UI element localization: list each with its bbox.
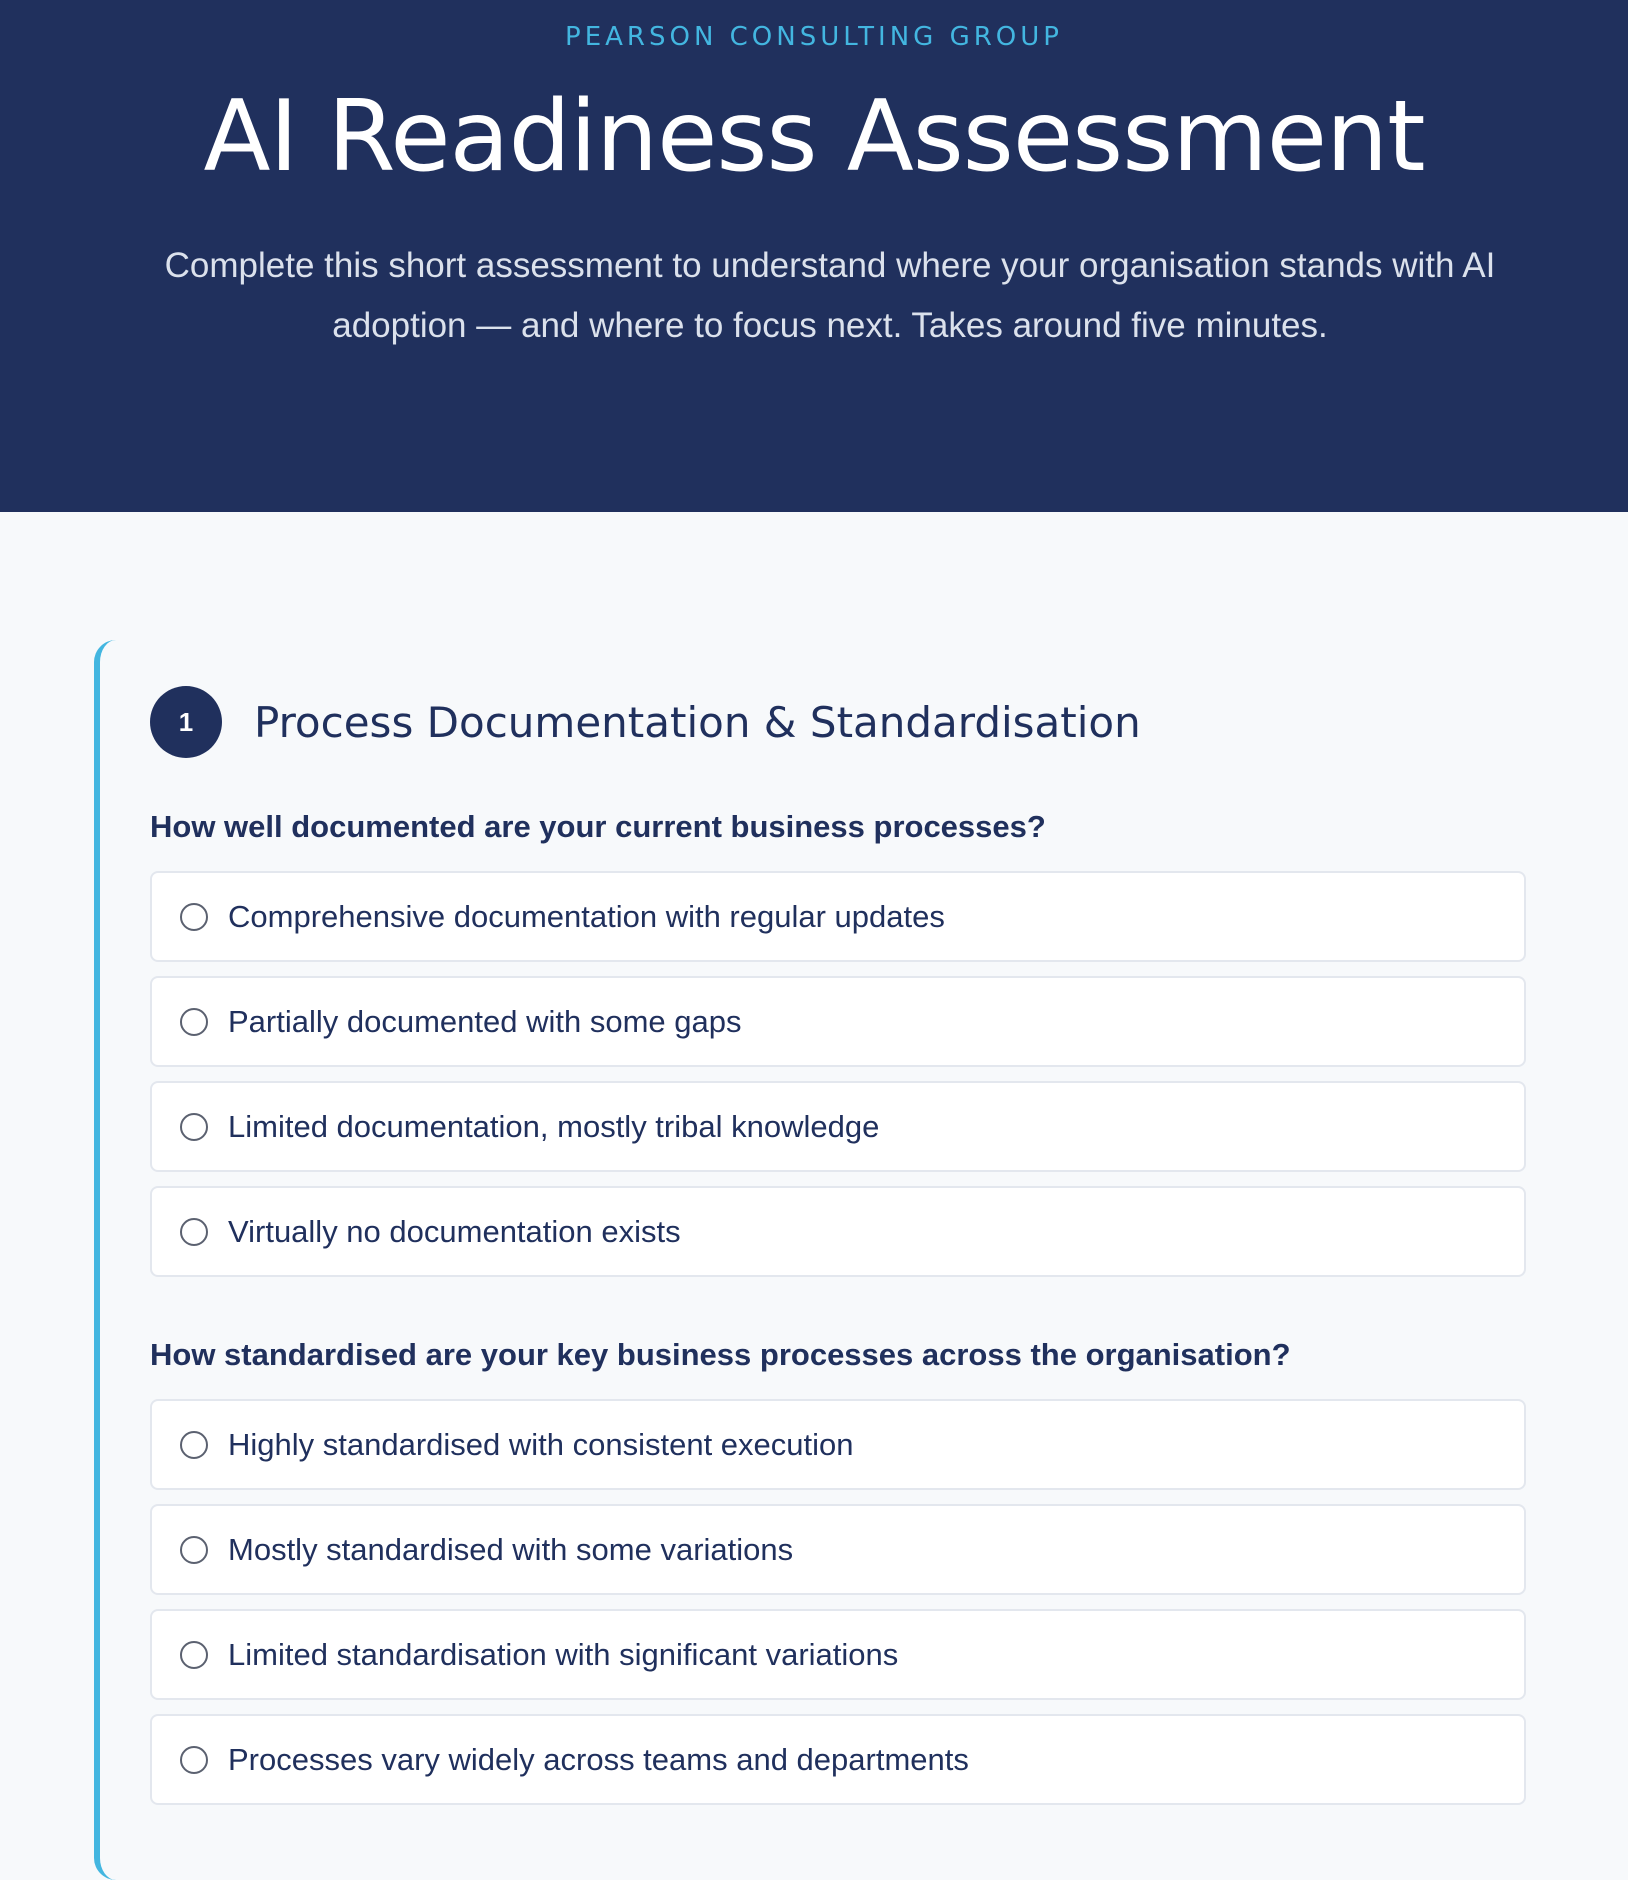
question-2-option[interactable]	[150, 1609, 1526, 1700]
question-1-text: How well documented are your current business processes?	[150, 809, 1046, 844]
option-label: Processes vary widely across teams and departments	[228, 1741, 969, 1777]
option-label: Virtually no documentation exists	[228, 1213, 681, 1249]
radio-button-icon[interactable]	[180, 1218, 208, 1246]
question-2-option[interactable]	[150, 1504, 1526, 1595]
radio-button-icon[interactable]	[180, 1008, 208, 1036]
radio-button-icon[interactable]	[180, 1746, 208, 1774]
option-label: Limited documentation, mostly tribal knowledge	[228, 1108, 880, 1144]
radio-button-icon[interactable]	[180, 1113, 208, 1141]
radio-button-icon[interactable]	[180, 903, 208, 931]
question-2-option[interactable]	[150, 1399, 1526, 1490]
question-1-options	[150, 871, 1526, 1291]
option-label: Comprehensive documentation with regular updates	[228, 898, 945, 934]
radio-button-icon[interactable]	[180, 1641, 208, 1669]
option-label: Limited standardisation with significant variations	[228, 1636, 899, 1672]
brand-name: PEARSON CONSULTING GROUP	[565, 22, 1063, 52]
option-label: Mostly standardised with some variations	[228, 1531, 794, 1567]
page-title: AI Readiness Assessment	[203, 80, 1425, 194]
section-number-badge: 1	[150, 686, 222, 758]
section-header	[150, 686, 1141, 758]
radio-button-icon[interactable]	[180, 1431, 208, 1459]
question-2-text: How standardised are your key business processes across the organisation?	[150, 1337, 1291, 1372]
question-2-options	[150, 1399, 1526, 1819]
question-1-option[interactable]	[150, 976, 1526, 1067]
option-label: Highly standardised with consistent execution	[228, 1426, 854, 1462]
question-1-option[interactable]	[150, 1186, 1526, 1277]
radio-button-icon[interactable]	[180, 1536, 208, 1564]
section-title: Process Documentation & Standardisation	[254, 697, 1141, 747]
question-1-option[interactable]	[150, 1081, 1526, 1172]
section-card	[94, 640, 1540, 1880]
option-label: Partially documented with some gaps	[228, 1003, 742, 1039]
hero-header	[0, 0, 1628, 512]
question-1-option[interactable]	[150, 871, 1526, 962]
question-2-option[interactable]	[150, 1714, 1526, 1805]
page-subtitle: Complete this short assessment to understand where your organisation stands with AI adoption — and where to focus next. Takes around five minutes.	[164, 246, 1496, 345]
